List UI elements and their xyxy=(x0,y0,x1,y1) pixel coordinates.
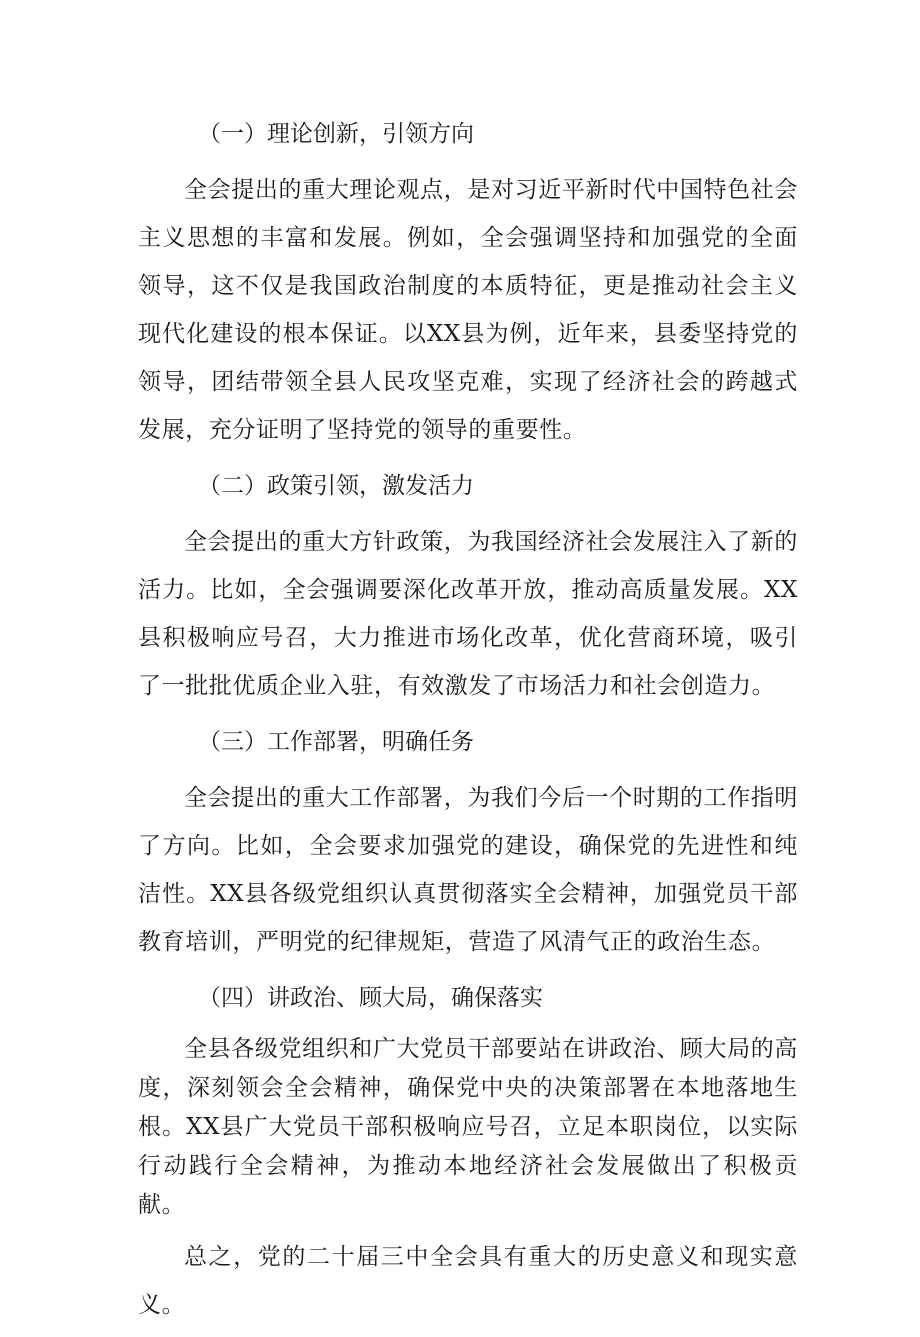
section-heading-1: （一）理论创新，引领方向 xyxy=(198,121,474,147)
section-body-1: 全会提出的重大理论观点，是对习近平新时代中国特色社会主义思想的丰富和发展。例如，全会强调坚持和加强党的全面领导，这不仅是我国政治制度的本质特征，更是推动社会主义现代化建设的根本保证。以XX县为例，近年来，县委坚持党的领导，团结带领全县人民攻坚克难，实现了经济社会的跨越式发展，充分证明了坚持党的领导的重要性。 xyxy=(138,177,798,443)
section-heading-2: （二）政策引领，激发活力 xyxy=(198,473,474,499)
conclusion-paragraph: 总之，党的二十届三中全会具有重大的历史意义和现实意义。 xyxy=(138,1244,798,1318)
section-body-2: 全会提出的重大方针政策，为我国经济社会发展注入了新的活力。比如，全会强调要深化改革开放，推动高质量发展。XX县积极响应号召，大力推进市场化改革，优化营商环境，吸引了一批批优质企业入驻，有效激发了市场活力和社会创造力。 xyxy=(138,529,798,699)
document-body xyxy=(138,110,798,1337)
section-body-4: 全县各级党组织和广大党员干部要站在讲政治、顾大局的高度，深刻领会全会精神，确保党中央的决策部署在本地落地生根。XX县广大党员干部积极响应号召，立足本职岗位，以实际行动践行全会精神，为推动本地经济社会发展做出了积极贡献。 xyxy=(138,1036,798,1218)
section-body-3: 全会提出的重大工作部署，为我们今后一个时期的工作指明了方向。比如，全会要求加强党的建设，确保党的先进性和纯洁性。XX县各级党组织认真贯彻落实全会精神，加强党员干部教育培训，严明党的纪律规矩，营造了风清气正的政治生态。 xyxy=(138,785,798,955)
section-heading-4: （四）讲政治、顾大局，确保落实 xyxy=(198,985,543,1011)
section-heading-3: （三）工作部署，明确任务 xyxy=(198,729,474,755)
